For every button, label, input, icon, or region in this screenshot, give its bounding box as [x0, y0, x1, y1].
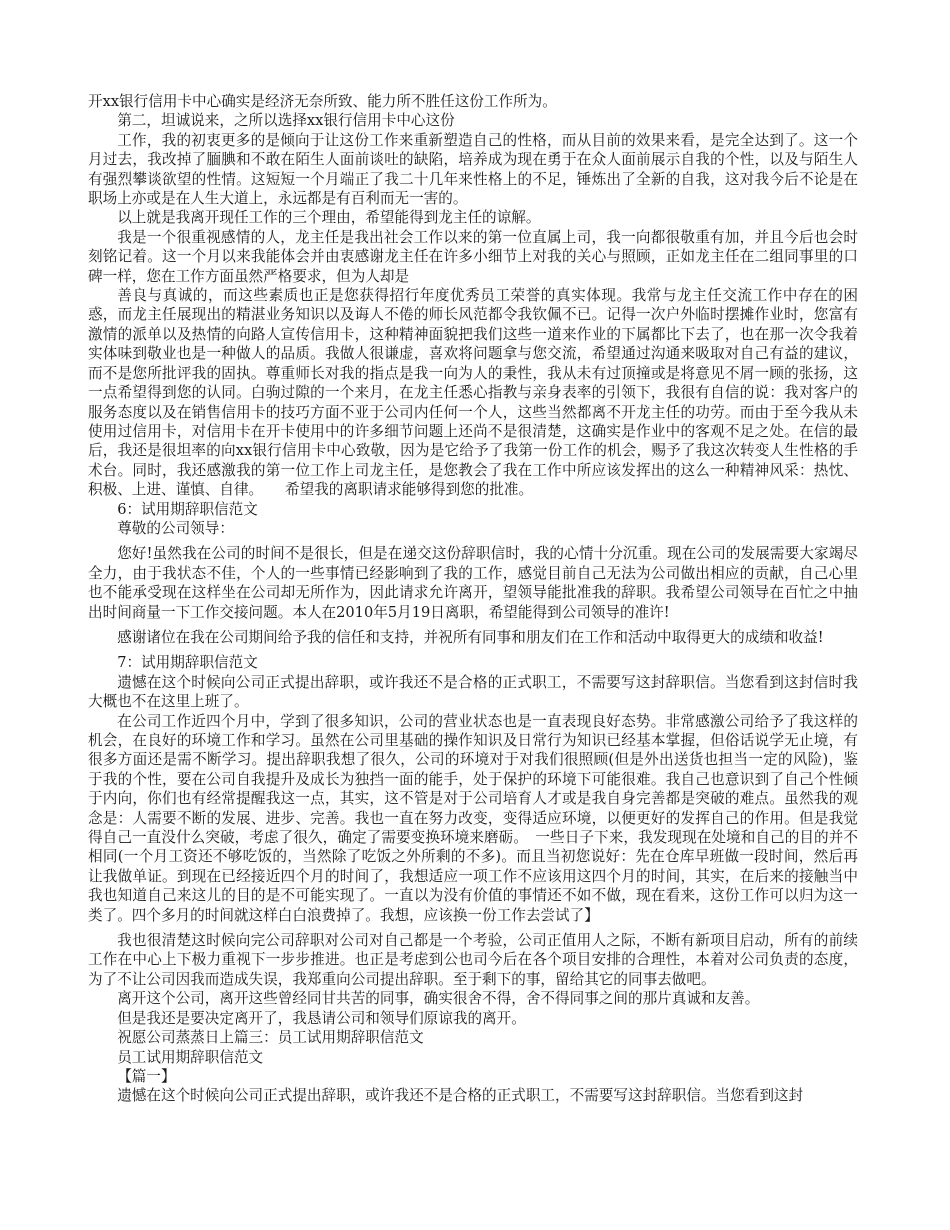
paragraph: 感谢诸位在我在公司期间给予我的信任和支持，并祝所有同事和朋友们在工作和活动中取得更大的成绩和收益! — [117, 628, 824, 646]
section-heading: 员工试用期辞职信范文 — [117, 1048, 264, 1066]
salutation: 尊敬的公司领导： — [117, 519, 234, 537]
paragraph: 但是我还是要决定离开了，我恳请公司和领导们原谅我的离开。 — [117, 1009, 526, 1027]
paragraph: 开xx银行信用卡中心确实是经济无奈所致、能力所不胜任这份工作所为。 — [88, 93, 557, 110]
section-heading: 7：试用期辞职信范文 — [117, 654, 258, 672]
paragraph: 善良与真诚的，而这些素质也正是您获得招行年度优秀员工荣誉的真实体现。我常与龙主任交流工作中存在的困惑，而龙主任展现出的精湛业务知识以及诲人不倦的师长风范都令我钦佩不已。记得一次户外临时摆摊作业时，您富有激情的派单以及热情的向路人宣传信用卡，这种精神面貌把我们这些一道来作业的下属都比下去了，也在那一次令我着实体味到敬业也是一种做人的品质。我做人很谦虚，喜欢将问题拿与您交流，希望通过沟通来吸取对自己有益的建议，而不是您所批评我的固执。尊重师长对我的指点是我一向为人的秉性，我从未有过顶撞或是将意见不屑一顾的张扬，这一点希望得到您的认同。白驹过隙的一个来月，在龙主任悉心指教与亲身表率的引领下，我很有自信的说：我对客户的服务态度以及在销售信用卡的技巧方面不亚于公司内任何一个人，这些当然都离不开龙主任的功劳。而由于至今我从未使用过信用卡，对信用卡在开卡使用中的许多细节问题上还尚不是很清楚，这确实是作业中的客观不足之处。在信的最后，我还是很坦率的向xx银行信用卡中心致敬，因为是它给予了我第一份工作的机会，赐予了我这次转变人生性格的手术台。同时，我还感激我的第一位工作上司龙主任，是您教会了我在工作中所应该发挥出的这么一种精神风采：热忱、积极、上进、谨慎、自律。 希望我的离职请求能够得到您的批准。 — [88, 287, 858, 499]
section-heading: 【篇一】 — [117, 1067, 176, 1085]
paragraph: 我也很清楚这时候向完公司辞职对公司对自己都是一个考验，公司正值用人之际，不断有新项目启动，所有的前续工作在中心上下极力重视下一步步推进。也正是考虑到公也司今后在各个项目安排的合理性，本着对公司负责的态度，为了不让公司因我而造成失误，我郑重向公司提出辞职。至于剩下的事，留给其它的同事去做吧。 — [88, 932, 858, 988]
paragraph: 离开这个公司，离开这些曾经同甘共苦的同事，确实很舍不得，舍不得同事之间的那片真诚和友善。 — [117, 990, 760, 1008]
paragraph: 我是一个很重视感情的人，龙主任是我出社会工作以来的第一位直属上司，我一向都很敬重有加，并且今后也会时刻铭记着。这一个月以来我能体会并由衷感谢龙主任在许多小细节上对我的关心与照顾，正如龙主任在二组同事里的口碑一样，您在工作方面虽然严格要求，但为人却是 — [88, 228, 858, 285]
paragraph: 以上就是我离开现任工作的三个理由，希望能得到龙主任的谅解。 — [117, 209, 541, 227]
section-heading: 6：试用期辞职信范文 — [117, 500, 258, 518]
paragraph: 遗憾在这个时候向公司正式提出辞职，或许我还不是合格的正式职工，不需要写这封辞职信。当您看到这封 — [117, 1087, 804, 1105]
paragraph: 工作，我的初衷更多的是倾向于让这份工作来重新塑造自己的性格，而从目前的效果来看，是完全达到了。这一个月过去，我改掉了腼腆和不敢在陌生人面前谈吐的缺陷，培养成为现在勇于在众人面前展示自我的个性，以及与陌生人有强烈攀谈欲望的性情。这短短一个月端正了我二十几年来性格上的不足，锤炼出了全新的自我，这对我今后不论是在职场上亦或是在人生大道上，永远都是有百利而无一害的。 — [88, 131, 858, 208]
paragraph: 您好!虽然我在公司的时间不是很长，但是在递交这份辞职信时，我的心情十分沉重。现在公司的发展需要大家竭尽全力，由于我状态不佳，个人的一些事情已经影响到了我的工作，感觉目前自己无法为公司做出相应的贡献，自己心里也不能承受现在这样坐在公司却无所作为，因此请求允许离开，望领导能批准我的辞职。我希望公司领导在百忙之中抽出时间商量一下工作交接问题。本人在2010年5月19日离职，希望能得到公司领导的准许! — [88, 545, 858, 621]
section-heading: 祝愿公司蒸蒸日上篇三：员工试用期辞职信范文 — [117, 1029, 424, 1047]
paragraph: 第二，坦诚说来，之所以选择xx银行信用卡中心这份 — [117, 112, 455, 130]
paragraph: 遗憾在这个时候向公司正式提出辞职，或许我还不是合格的正式职工，不需要写这封辞职信。当您看到这封信时我大概也不在这里上班了。 — [88, 673, 858, 711]
paragraph: 在公司工作近四个月中，学到了很多知识，公司的营业状态也是一直表现良好态势。非常感激公司给予了我这样的机会，在良好的环境工作和学习。虽然在公司里基础的操作知识及日常行为知识已经基本掌握，但俗话说学无止境，有很多方面还是需不断学习。提出辞职我想了很久，公司的环境对于对我们很照顾(但是外出送货也担当一定的风险)，鉴于我的个性，要在公司自我提升及成长为独挡一面的能手，处于保护的环境下可能很难。我自己也意识到了自己个性倾于内向，你们也有经常提醒我这一点，其实，这不管是对于公司培育人才或是我自身完善都是突破的难点。虽然我的观念是：人需要不断的发展、进步、完善。我也一直在努力改变，变得适应环境，以便更好的发挥自己的作用。但是我觉得自己一直没什么突破，考虑了很久，确定了需要变换环境来磨砺。 一些日子下来，我发现现在处境和自己的目的并不相同(一个月工资还不够吃饭的，当然除了吃饭之外所剩的不多)。而且当初您说好：先在仓库早班做一段时间，然后再让我做单证。到现在已经接近四个月的时间了，我想适应一项工作不应该用这四个月的时间，其实，在后来的接触当中我也知道自己来这儿的目的是不可能实现了。一直以为没有价值的事情还不如不做，现在看来，这份工作可以归为这一类了。四个多月的时间就这样白白浪费掉了。我想，应该换一份工作去尝试了】 — [88, 712, 858, 924]
